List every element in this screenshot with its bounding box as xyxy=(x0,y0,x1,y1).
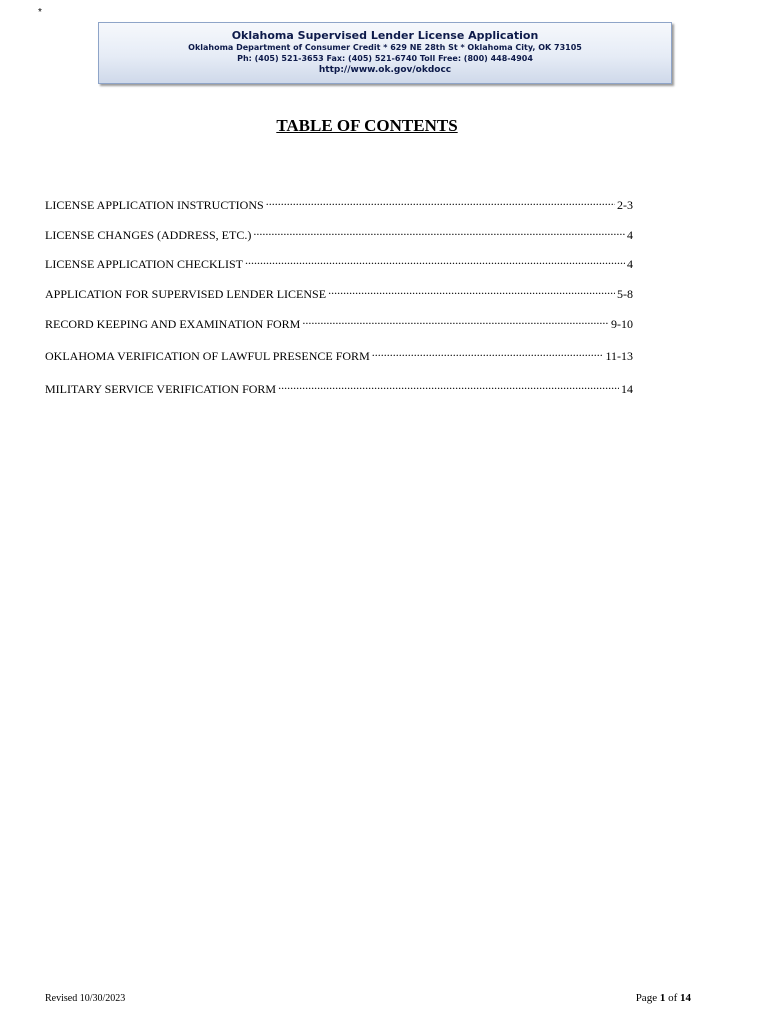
toc-entry[interactable] xyxy=(45,193,633,213)
toc-leader-dots xyxy=(328,282,615,298)
toc-leader-dots xyxy=(302,312,609,328)
letterhead-url[interactable]: http://www.ok.gov/okdocc xyxy=(318,65,452,75)
toc-entry[interactable] xyxy=(45,312,633,332)
toc-leader-dots xyxy=(266,193,615,209)
letterhead-title: Oklahoma Supervised Lender License Application xyxy=(231,29,539,42)
toc-entry-page: 9-10 xyxy=(611,317,633,331)
toc-leader-dots xyxy=(372,344,604,360)
toc-entry-page: 5-8 xyxy=(617,287,633,301)
page-of: of xyxy=(668,992,678,1004)
toc-leader-dots xyxy=(245,252,625,268)
page-word: Page xyxy=(635,992,658,1004)
toc-entry-page: 4 xyxy=(627,228,633,242)
toc-entry[interactable] xyxy=(45,223,633,243)
toc-entry-page: 14 xyxy=(621,382,633,396)
page-number xyxy=(636,992,691,1004)
toc-entry-label: RECORD KEEPING AND EXAMINATION FORM xyxy=(45,317,301,331)
page-total: 14 xyxy=(680,992,691,1004)
toc-leader-dots xyxy=(278,377,619,393)
letterhead-address: Oklahoma Department of Consumer Credit * 629 NE 28th St * Oklahoma City, OK 73105 xyxy=(188,43,582,52)
toc-entry-page: 11-13 xyxy=(605,349,633,363)
letterhead-banner xyxy=(98,22,672,84)
toc-leader-dots xyxy=(253,223,625,239)
page-current: 1 xyxy=(659,992,666,1004)
toc-entry[interactable] xyxy=(45,344,633,364)
toc-entry[interactable] xyxy=(45,252,633,272)
toc-entry-page: 4 xyxy=(627,257,633,271)
toc-entry-page: 2-3 xyxy=(617,198,633,212)
toc-entry-label: LICENSE APPLICATION CHECKLIST xyxy=(45,257,244,271)
toc-entry-label: MILITARY SERVICE VERIFICATION FORM xyxy=(45,382,277,396)
revision-date: Revised 10/30/2023 xyxy=(45,993,126,1004)
corner-mark: * xyxy=(38,7,42,18)
toc-entry-label: OKLAHOMA VERIFICATION OF LAWFUL PRESENCE FORM xyxy=(45,349,370,363)
toc-entry[interactable] xyxy=(45,377,633,397)
letterhead-phones: Ph: (405) 521-3653 Fax: (405) 521-6740 Toll Free: (800) 448-4904 xyxy=(237,54,533,63)
toc-entry[interactable] xyxy=(45,282,633,302)
toc-title: TABLE OF CONTENTS xyxy=(276,116,458,135)
toc-entry-label: LICENSE CHANGES (ADDRESS, ETC.) xyxy=(45,228,252,242)
toc-entry-label: APPLICATION FOR SUPERVISED LENDER LICENSE xyxy=(45,287,327,301)
toc-entry-label: LICENSE APPLICATION INSTRUCTIONS xyxy=(45,198,264,212)
